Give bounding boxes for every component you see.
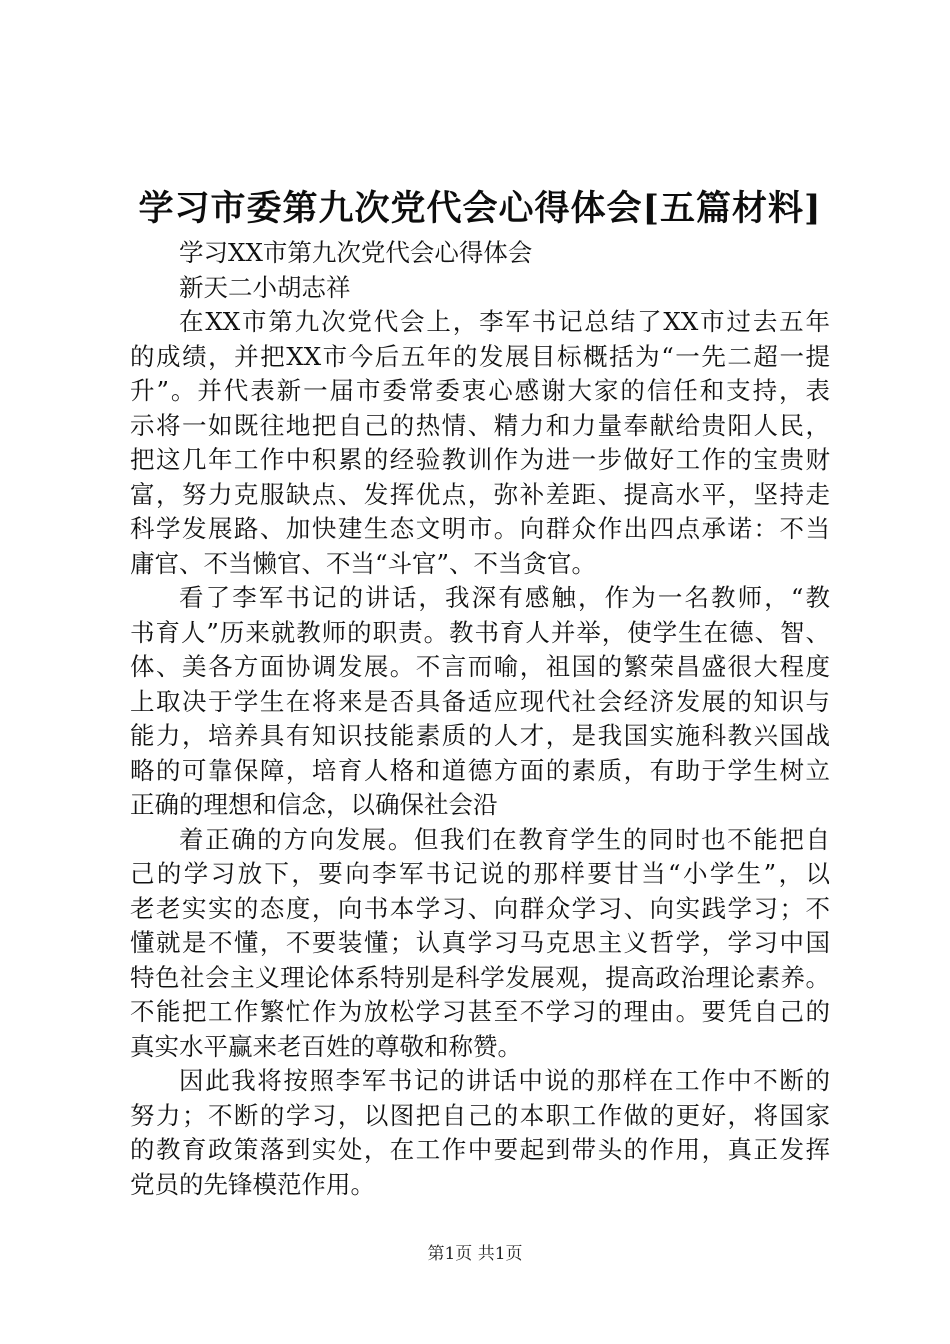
text-line: 上取决于学生在将来是否具备适应现代社会经济发展的知识与 (130, 686, 830, 716)
document-body (130, 236, 830, 1202)
text-line: 体、美各方面协调发展。不言而喻，祖国的繁荣昌盛很大程度 (130, 652, 830, 681)
text-line: 略的可靠保障，培育人格和道德方面的素质，有助于学生树立 (130, 755, 830, 785)
text-line: 能力，培养具有知识技能素质的人才，是我国实施科教兴国战 (130, 721, 830, 750)
text-line: 特色社会主义理论体系特别是科学发展观，提高政治理论素养。 (130, 962, 830, 992)
text-line: 正确的理想和信念，以确保社会沿 (130, 790, 498, 819)
text-line: 学习XX市第九次党代会心得体会 (179, 238, 533, 267)
text-line: 升”。并代表新一届市委常委衷心感谢大家的信任和支持，表 (130, 376, 830, 405)
text-line: 科学发展路、加快建生态文明市。向群众作出四点承诺：不当 (130, 514, 830, 543)
text-line: 的成绩，并把XX市今后五年的发展目标概括为“一先二超一提 (130, 341, 830, 371)
text-line: 着正确的方向发展。但我们在教育学生的同时也不能把自 (179, 824, 830, 854)
text-line: 富，努力克服缺点、发挥优点，弥补差距、提高水平，坚持走 (130, 479, 830, 509)
page-title: 学习市委第九次党代会心得体会[五篇材料] (138, 188, 822, 229)
text-line: 不能把工作繁忙作为放松学习甚至不学习的理由。要凭自己的 (130, 997, 830, 1026)
text-line: 把这几年工作中积累的经验教训作为进一步做好工作的宝贵财 (130, 445, 830, 474)
text-line: 在XX市第九次党代会上，李军书记总结了XX市过去五年 (179, 307, 830, 336)
text-line: 己的学习放下，要向李军书记说的那样要甘当“小学生”，以 (130, 859, 830, 888)
text-line: 懂就是不懂，不要装懂；认真学习马克思主义哲学，学习中国 (130, 928, 830, 957)
text-line: 示将一如既往地把自己的热情、精力和力量奉献给贵阳人民， (130, 410, 830, 440)
text-line: 真实水平赢来老百姓的尊敬和称赞。 (130, 1031, 522, 1061)
page-number: 第1页 共1页 (427, 1244, 523, 1264)
text-line: 老老实实的态度，向书本学习、向群众学习、向实践学习；不 (130, 893, 830, 923)
text-line: 努力；不断的学习，以图把自己的本职工作做的更好，将国家 (130, 1100, 830, 1130)
text-line: 新天二小胡志祥 (179, 272, 351, 302)
text-line: 看了李军书记的讲话，我深有感触，作为一名教师，“教 (179, 583, 830, 612)
text-line: 党员的先锋模范作用。 (130, 1169, 375, 1199)
text-line: 庸官、不当懒官、不当“斗官”、不当贪官。 (130, 548, 597, 578)
text-line: 的教育政策落到实处，在工作中要起到带头的作用，真正发挥 (130, 1135, 830, 1164)
text-line: 因此我将按照李军书记的讲话中说的那样在工作中不断的 (179, 1066, 830, 1095)
text-line: 书育人”历来就教师的职责。教书育人并举，使学生在德、智、 (130, 617, 830, 647)
